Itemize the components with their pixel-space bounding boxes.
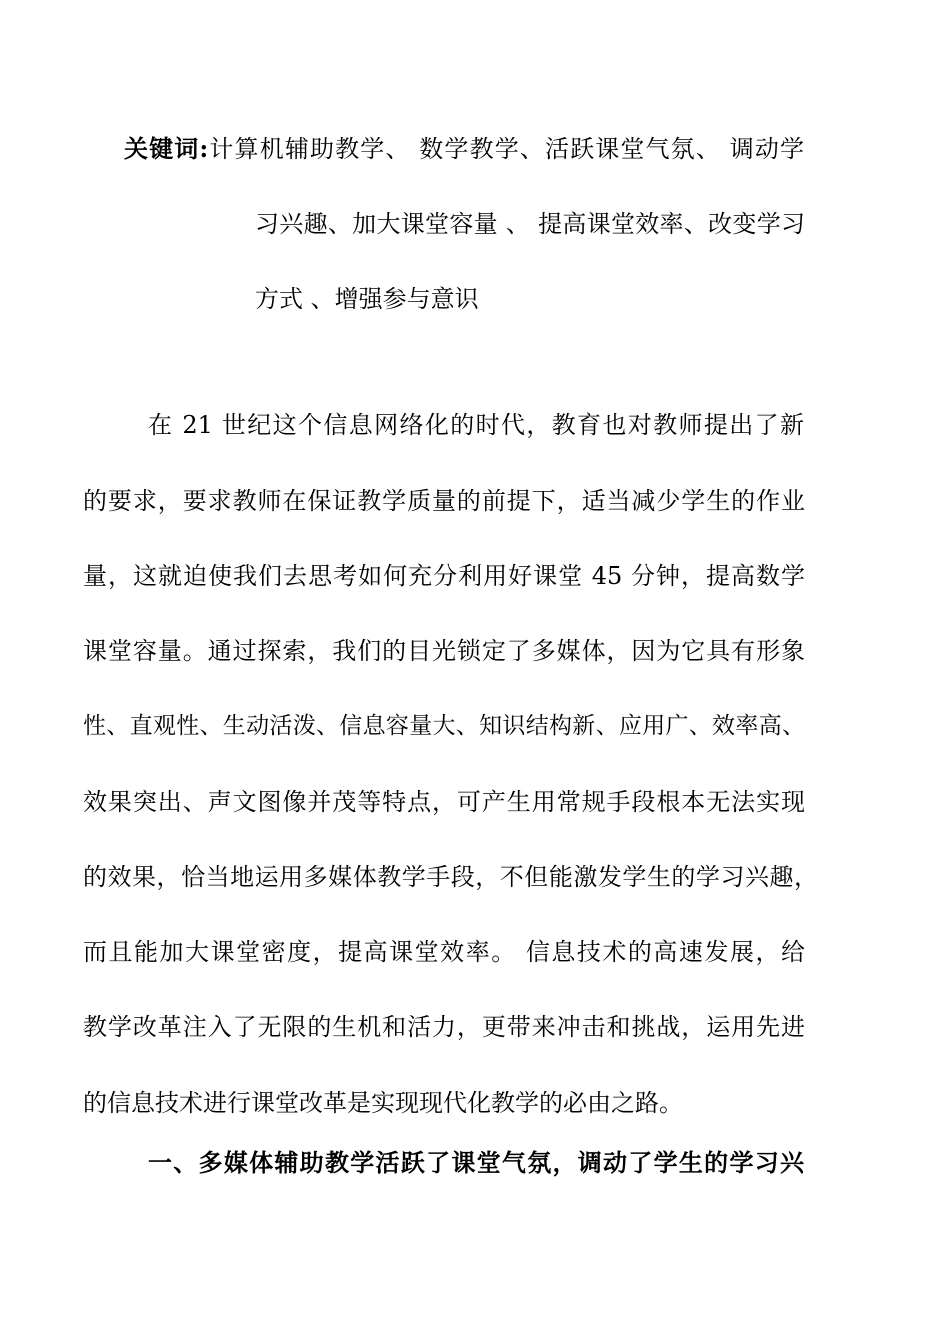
- keywords-label: 关键词:: [124, 134, 209, 163]
- paragraph-line-5: 性、直观性、生动活泼、信息容量大、知识结构新、应用广、效率高、: [83, 713, 805, 739]
- paragraph-line-8: 而且能加大课堂密度，提高课堂效率。 信息技术的高速发展，给: [83, 938, 805, 966]
- keywords-line-1: [124, 133, 804, 165]
- paragraph-line-4: 课堂容量。通过探索，我们的目光锁定了多媒体，因为它具有形象: [83, 637, 805, 665]
- section-heading: 一、多媒体辅助教学活跃了课堂气氛，调动了学生的学习兴: [148, 1148, 804, 1177]
- paragraph-line-2: 的要求，要求教师在保证教学质量的前提下，适当减少学生的作业: [83, 487, 805, 515]
- paragraph-line-7: 的效果，恰当地运用多媒体教学手段，不但能激发学生的学习兴趣，: [83, 863, 818, 891]
- paragraph-line-10: 的信息技术进行课堂改革是实现现代化教学的必由之路。: [83, 1089, 683, 1117]
- keywords-line-2: 习兴趣、加大课堂容量 、 提高课堂效率、改变学习: [255, 210, 805, 238]
- paragraph-line-1: 在 21 世纪这个信息网络化的时代，教育也对教师提出了新: [148, 411, 804, 439]
- paragraph-line-9: 教学改革注入了无限的生机和活力，更带来冲击和挑战，运用先进: [83, 1013, 805, 1041]
- keywords-line-3: 方式 、增强参与意识: [255, 285, 479, 313]
- paragraph-line-6: 效果突出、声文图像并茂等特点，可产生用常规手段根本无法实现: [83, 788, 805, 816]
- keywords-text-1: 计算机辅助教学、 数学教学、活跃课堂气氛、 调动学: [208, 135, 804, 163]
- paragraph-line-3: 量，这就迫使我们去思考如何充分利用好课堂 45 分钟，提高数学: [83, 562, 805, 590]
